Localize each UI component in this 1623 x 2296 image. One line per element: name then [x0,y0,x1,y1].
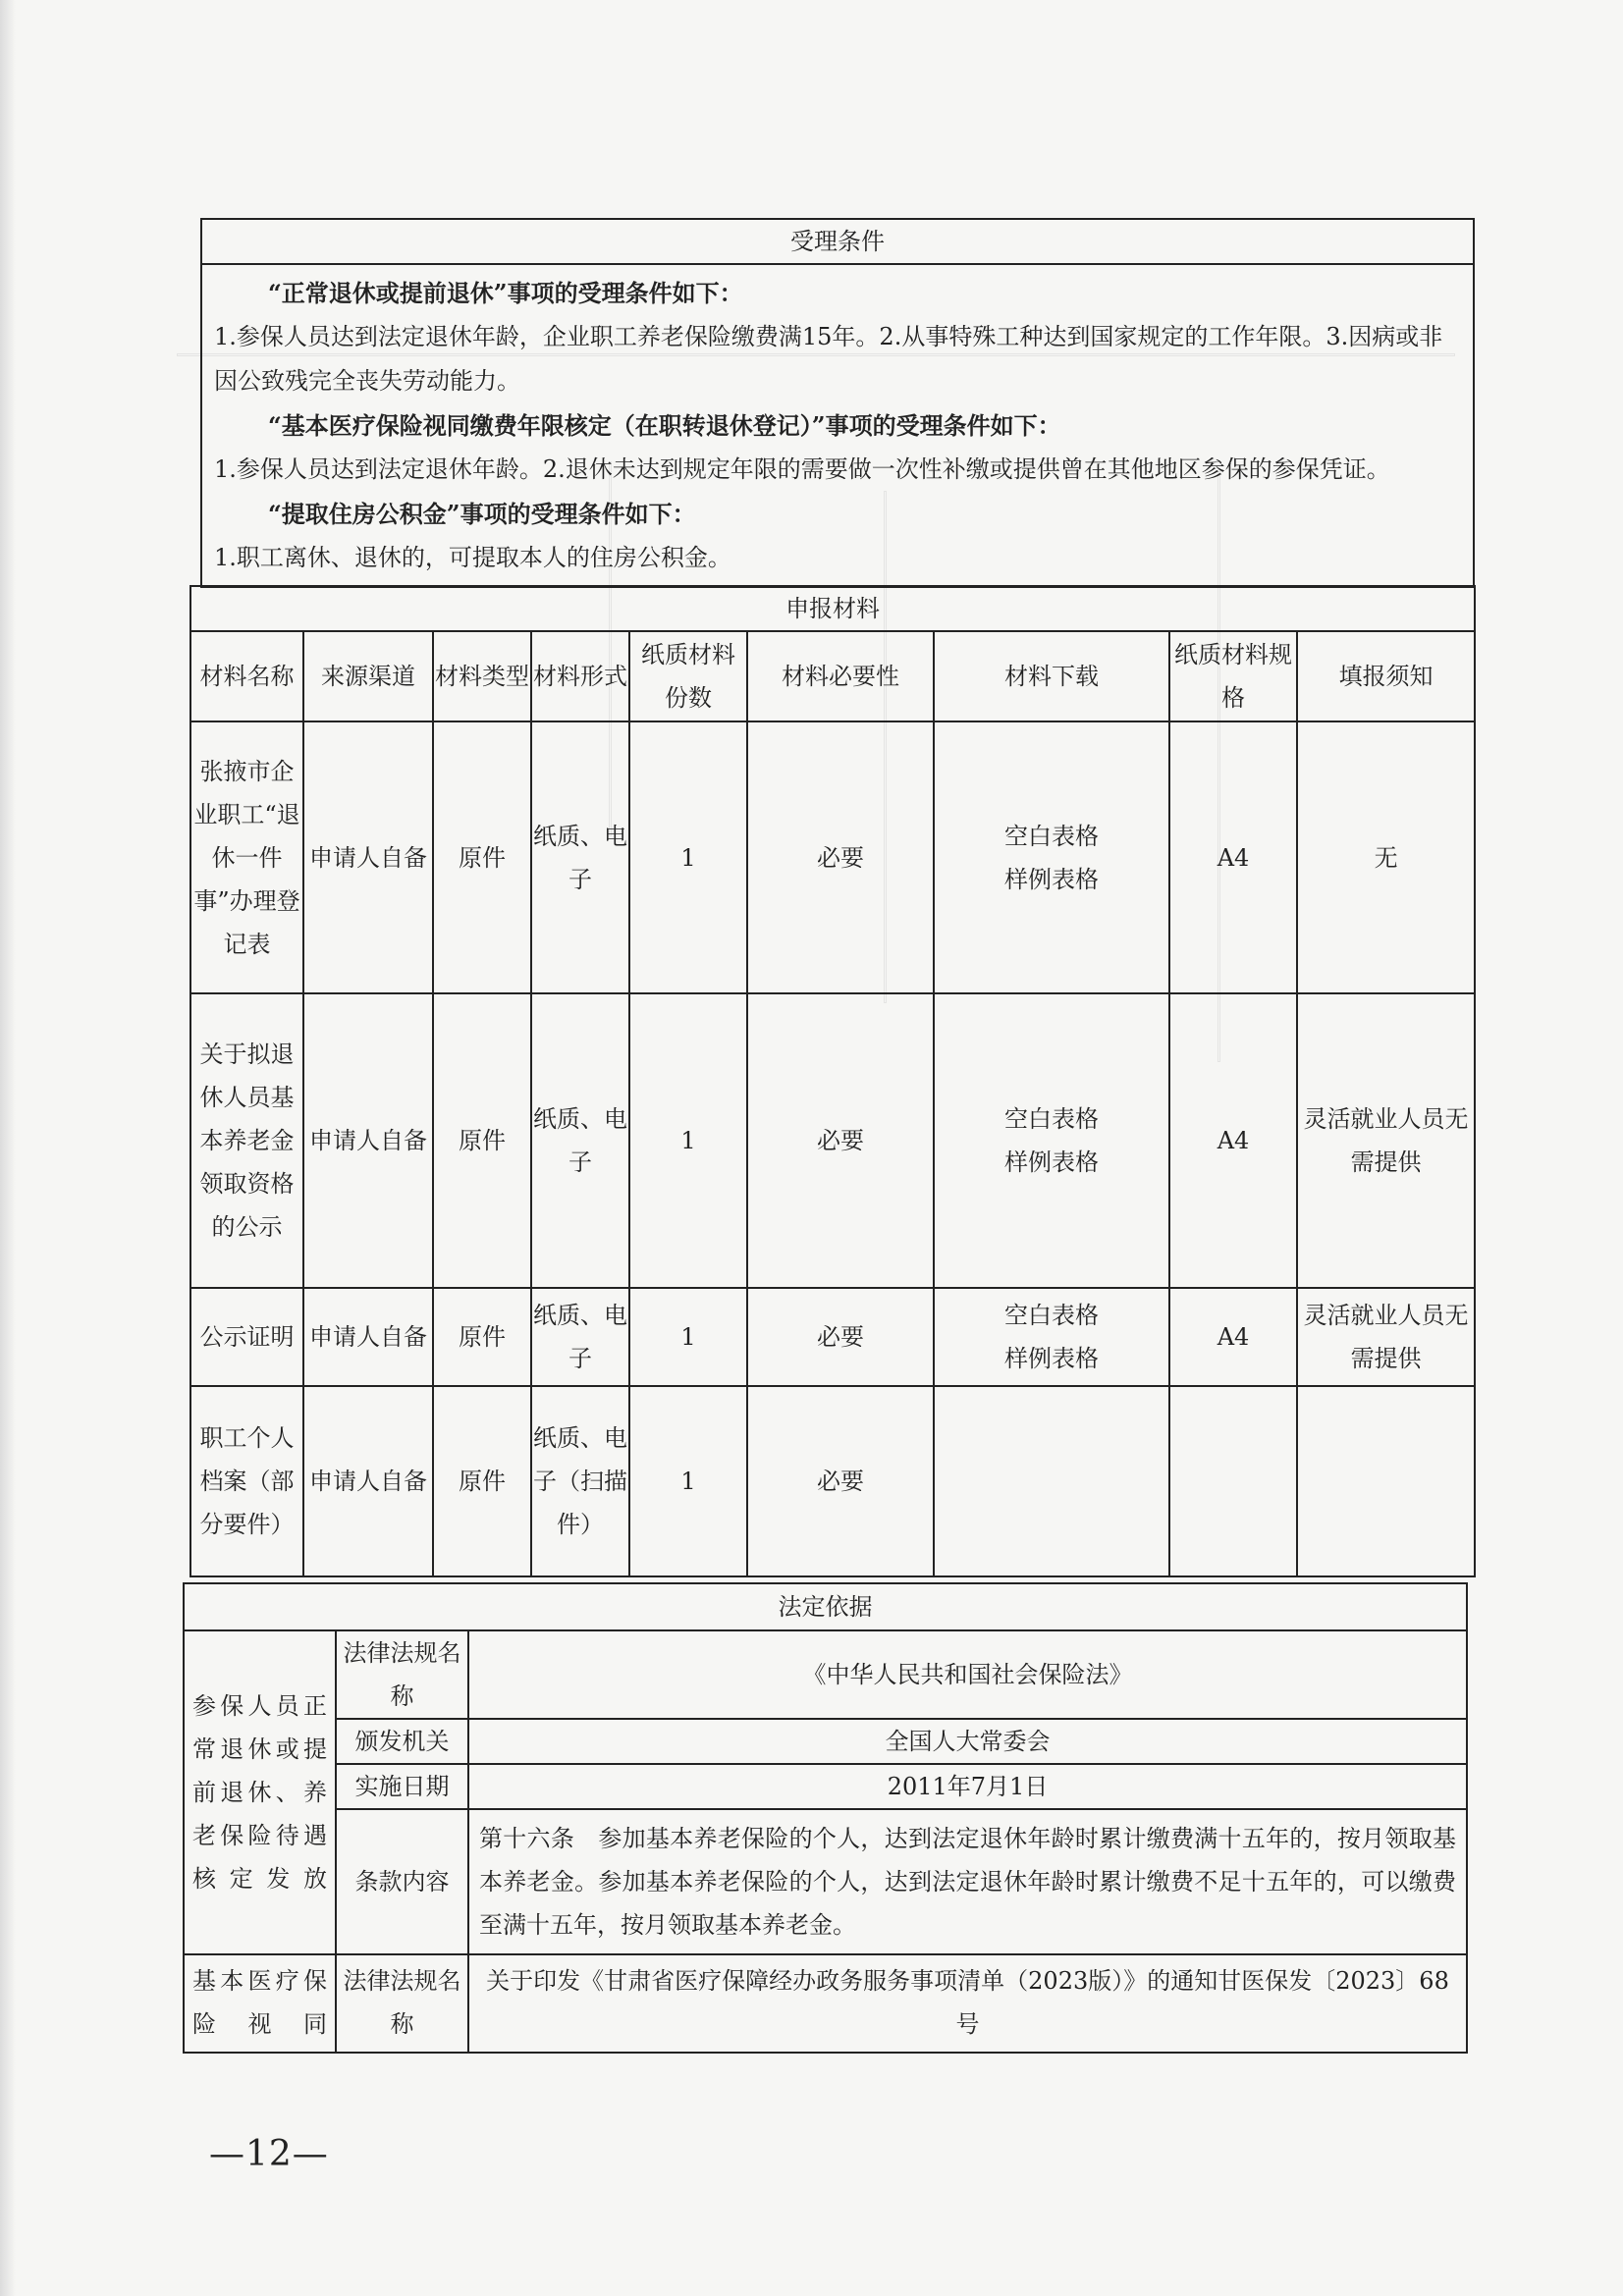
material-necessity: 必要 [747,721,934,993]
header-form: 材料形式 [531,631,629,721]
material-count: 1 [629,721,747,993]
sample-form-link[interactable]: 样例表格 [1004,1148,1099,1176]
law-name-label: 法律法规名称 [336,1630,468,1719]
issuer-label: 颁发机关 [336,1719,468,1764]
material-type: 原件 [433,993,531,1288]
table-row [190,993,1475,1288]
header-type: 材料类型 [433,631,531,721]
legal-basis-table [183,1582,1468,2054]
page-number: —12— [209,2134,329,2174]
section-title-acceptance: 受理条件 [201,219,1474,264]
material-download [934,1386,1169,1576]
material-download [934,721,1169,993]
material-name: 职工个人档案（部分要件） [190,1386,303,1576]
material-form: 纸质、电子 [531,993,629,1288]
material-form: 纸质、电子 [531,721,629,993]
header-spec: 纸质材料规格 [1169,631,1297,721]
material-spec: A4 [1169,993,1297,1288]
acceptance-conditions-body [201,264,1474,587]
material-necessity: 必要 [747,1288,934,1386]
acceptance-conditions-table [200,218,1475,588]
material-necessity: 必要 [747,993,934,1288]
condition-heading-fund: “提取住房公积金”事项的受理条件如下： [268,500,696,528]
condition-text-retirement: 1.参保人员达到法定退休年龄，企业职工养老保险缴费满15年。2.从事特殊工种达到国家规定的工作年限。3.因病或非因公致残完全丧失劳动能力。 [214,323,1443,395]
table-row [190,1386,1475,1576]
scan-edge [0,0,16,2296]
material-source: 申请人自备 [303,993,433,1288]
clause-content: 第十六条 参加基本养老保险的个人，达到法定退休年龄时累计缴费满十五年的，按月领取基本养老金。参加基本养老保险的个人，达到法定退休年龄时累计缴费不足十五年的，可以缴费至满十五年，按月领取基本养老金。 [468,1809,1467,1954]
sample-form-link[interactable]: 样例表格 [1004,865,1099,893]
material-count: 1 [629,1386,747,1576]
materials-header-row [190,631,1475,721]
material-notes: 灵活就业人员无需提供 [1297,1288,1475,1386]
table-row [190,721,1475,993]
material-source: 申请人自备 [303,1386,433,1576]
table-row [190,1288,1475,1386]
header-necessity: 材料必要性 [747,631,934,721]
material-notes [1297,1386,1475,1576]
material-necessity: 必要 [747,1386,934,1576]
condition-text-medical: 1.参保人员达到法定退休年龄。2.退休未达到规定年限的需要做一次性补缴或提供曾在其他地区参保的参保凭证。 [214,455,1390,483]
material-type: 原件 [433,1288,531,1386]
law-name2-label: 法律法规名称 [336,1954,468,2053]
material-count: 1 [629,993,747,1288]
condition-text-fund: 1.职工离休、退休的，可提取本人的住房公积金。 [214,544,731,571]
header-notes: 填报须知 [1297,631,1475,721]
material-notes: 灵活就业人员无需提供 [1297,993,1475,1288]
legal-group-medical: 基本医疗保险视同 [184,1954,336,2053]
effective-date: 2011年7月1日 [468,1764,1467,1809]
material-download [934,1288,1169,1386]
header-material-name: 材料名称 [190,631,303,721]
material-count: 1 [629,1288,747,1386]
blank-form-link[interactable]: 空白表格 [1004,1302,1099,1329]
material-form: 纸质、电子（扫描件） [531,1386,629,1576]
material-notes: 无 [1297,721,1475,993]
material-spec [1169,1386,1297,1576]
material-name: 关于拟退休人员基本养老金领取资格的公示 [190,993,303,1288]
date-label: 实施日期 [336,1764,468,1809]
blank-form-link[interactable]: 空白表格 [1004,1105,1099,1133]
material-source: 申请人自备 [303,1288,433,1386]
header-count: 纸质材料份数 [629,631,747,721]
material-name: 公示证明 [190,1288,303,1386]
application-materials-table [189,585,1476,1577]
header-download: 材料下载 [934,631,1169,721]
issuer: 全国人大常委会 [468,1719,1467,1764]
header-source: 来源渠道 [303,631,433,721]
material-spec: A4 [1169,721,1297,993]
blank-form-link[interactable]: 空白表格 [1004,822,1099,850]
material-form: 纸质、电子 [531,1288,629,1386]
material-download [934,993,1169,1288]
sample-form-link[interactable]: 样例表格 [1004,1345,1099,1372]
section-title-legal: 法定依据 [184,1583,1467,1630]
material-name: 张掖市企业职工“退休一件事”办理登记表 [190,721,303,993]
condition-heading-retirement: “正常退休或提前退休”事项的受理条件如下： [268,279,743,307]
law-name: 《中华人民共和国社会保险法》 [468,1630,1467,1719]
material-type: 原件 [433,721,531,993]
clause-label: 条款内容 [336,1809,468,1954]
material-type: 原件 [433,1386,531,1576]
legal-group-retirement: 参保人员正常退休或提前退休、养老保险待遇核定发放 [184,1630,336,1954]
material-source: 申请人自备 [303,721,433,993]
law-name2: 关于印发《甘肃省医疗保障经办政务服务事项清单（2023版）》的通知甘医保发〔2023〕68号 [468,1954,1467,2053]
material-spec: A4 [1169,1288,1297,1386]
condition-heading-medical: “基本医疗保险视同缴费年限核定（在职转退休登记）”事项的受理条件如下： [268,411,1061,440]
section-title-materials: 申报材料 [190,586,1475,631]
